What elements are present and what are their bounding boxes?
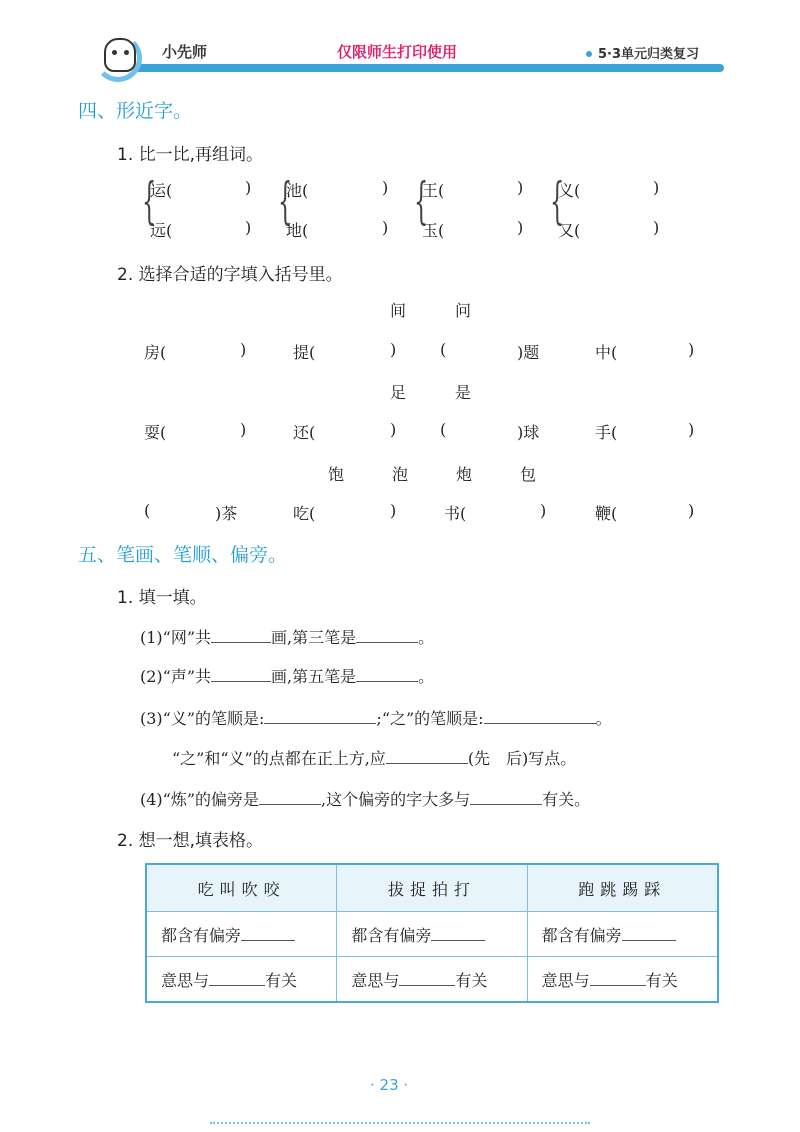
answer-blank[interactable] (484, 709, 596, 724)
fill-item: ) (390, 501, 397, 520)
option-char: 问 (455, 301, 472, 320)
fill-item: ) (240, 340, 247, 359)
section4-title: 四、形近字。 (78, 100, 193, 122)
brace-icon: { (550, 172, 565, 230)
header-dot-icon (586, 51, 592, 57)
brace-icon: { (278, 172, 293, 230)
fill-line-3: (3)“义”的笔顺是: ;“之”的笔顺是: 。 (140, 709, 612, 728)
pair-2-top: 池( (286, 181, 309, 200)
fill-line-4: “之”和“义”的点都在正上方,应 (先 后)写点。 (172, 749, 577, 768)
fill-item: ) (390, 340, 397, 359)
pair-2-bottom-close: ) (382, 218, 389, 237)
pair-2-bottom: 地( (286, 221, 309, 240)
fill-line-5: (4)“炼”的偏旁是 ,这个偏旁的字大多与 有关。 (140, 790, 591, 809)
table-cell: 意思与 有关 (527, 957, 718, 1003)
table-header-cell: 跑跳踢踩 (527, 864, 718, 912)
pair-4-top: 义( (558, 181, 581, 200)
table-row (146, 912, 718, 957)
fill-item: 吃( (293, 504, 316, 523)
answer-blank[interactable] (356, 667, 418, 682)
option-char: 炮 (456, 465, 473, 484)
pair-3-top: 王( (422, 181, 445, 200)
answer-blank[interactable] (386, 749, 468, 764)
pair-4-top-close: ) (653, 178, 660, 197)
answer-blank[interactable] (399, 971, 455, 986)
pair-1-top-close: ) (245, 178, 252, 197)
fill-item: )茶 (215, 504, 238, 523)
table-cell: 都含有偏旁 (337, 912, 527, 957)
fill-line-2: (2)“声”共 画,第五笔是 。 (140, 667, 435, 686)
pair-2-top-close: ) (382, 178, 389, 197)
pair-1-bottom: 远( (150, 221, 173, 240)
fill-item: ( (440, 340, 447, 359)
brace-icon: { (142, 172, 157, 230)
header-notice: 仅限师生打印使用 (337, 43, 458, 61)
footer-divider (210, 1122, 590, 1130)
option-char: 是 (455, 383, 472, 402)
section5-title: 五、笔画、笔顺、偏旁。 (78, 544, 288, 566)
option-char: 间 (390, 301, 407, 320)
fill-item: ) (540, 501, 547, 520)
table-header-row (146, 864, 718, 912)
table-row (146, 957, 718, 1003)
answer-blank[interactable] (622, 926, 676, 941)
option-char: 饱 (328, 465, 345, 484)
header-left-label: 小先师 (162, 43, 208, 61)
table-cell: 意思与 有关 (337, 957, 527, 1003)
fill-item: )题 (517, 343, 540, 362)
table-cell: 意思与 有关 (146, 957, 337, 1003)
fill-item: 还( (293, 423, 316, 442)
answer-blank[interactable] (211, 628, 271, 643)
fill-item: 鞭( (595, 504, 618, 523)
answer-blank[interactable] (470, 790, 542, 805)
table-header-cell: 吃叫吹咬 (146, 864, 337, 912)
fill-item: )球 (517, 423, 540, 442)
fill-item: ) (240, 420, 247, 439)
header-right-label: 5·3单元归类复习 (598, 47, 700, 62)
fill-item: 书( (444, 504, 467, 523)
option-char: 足 (390, 383, 407, 402)
radical-table (145, 863, 719, 1003)
header-bar (130, 64, 724, 72)
s4-q2-prompt: 2. 选择合适的字填入括号里。 (117, 265, 343, 285)
fill-item: 手( (595, 423, 618, 442)
answer-blank[interactable] (259, 790, 321, 805)
table-cell: 都含有偏旁 (146, 912, 337, 957)
option-char: 泡 (392, 465, 409, 484)
page-number: · 23 · (370, 1076, 409, 1094)
fill-item: ) (688, 501, 695, 520)
table-header-cell: 拔捉拍打 (337, 864, 527, 912)
table-cell: 都含有偏旁 (527, 912, 718, 957)
fill-item: 提( (293, 343, 316, 362)
answer-blank[interactable] (241, 926, 295, 941)
fill-item: 中( (595, 343, 618, 362)
answer-blank[interactable] (211, 667, 271, 682)
s5-q1-prompt: 1. 填一填。 (117, 588, 207, 608)
fill-item: 房( (144, 343, 167, 362)
fill-item: ) (390, 420, 397, 439)
answer-blank[interactable] (264, 709, 376, 724)
fill-item: ( (144, 501, 151, 520)
s4-q1-prompt: 1. 比一比,再组词。 (117, 145, 264, 165)
answer-blank[interactable] (590, 971, 646, 986)
answer-blank[interactable] (209, 971, 265, 986)
pair-1-bottom-close: ) (245, 218, 252, 237)
option-char: 包 (520, 465, 537, 484)
fill-item: 耍( (144, 423, 167, 442)
fill-item: ( (440, 420, 447, 439)
answer-blank[interactable] (431, 926, 485, 941)
s5-q2-prompt: 2. 想一想,填表格。 (117, 831, 264, 851)
pair-3-top-close: ) (517, 178, 524, 197)
pair-4-bottom: 又( (558, 221, 581, 240)
brace-icon: { (414, 172, 429, 230)
mascot-icon (104, 38, 136, 72)
fill-line-1: (1)“网”共 画,第三笔是 。 (140, 628, 435, 647)
answer-blank[interactable] (356, 628, 418, 643)
pair-3-bottom-close: ) (517, 218, 524, 237)
fill-item: ) (688, 340, 695, 359)
pair-1-top: 运( (150, 181, 173, 200)
fill-item: ) (688, 420, 695, 439)
pair-4-bottom-close: ) (653, 218, 660, 237)
pair-3-bottom: 玉( (422, 221, 445, 240)
